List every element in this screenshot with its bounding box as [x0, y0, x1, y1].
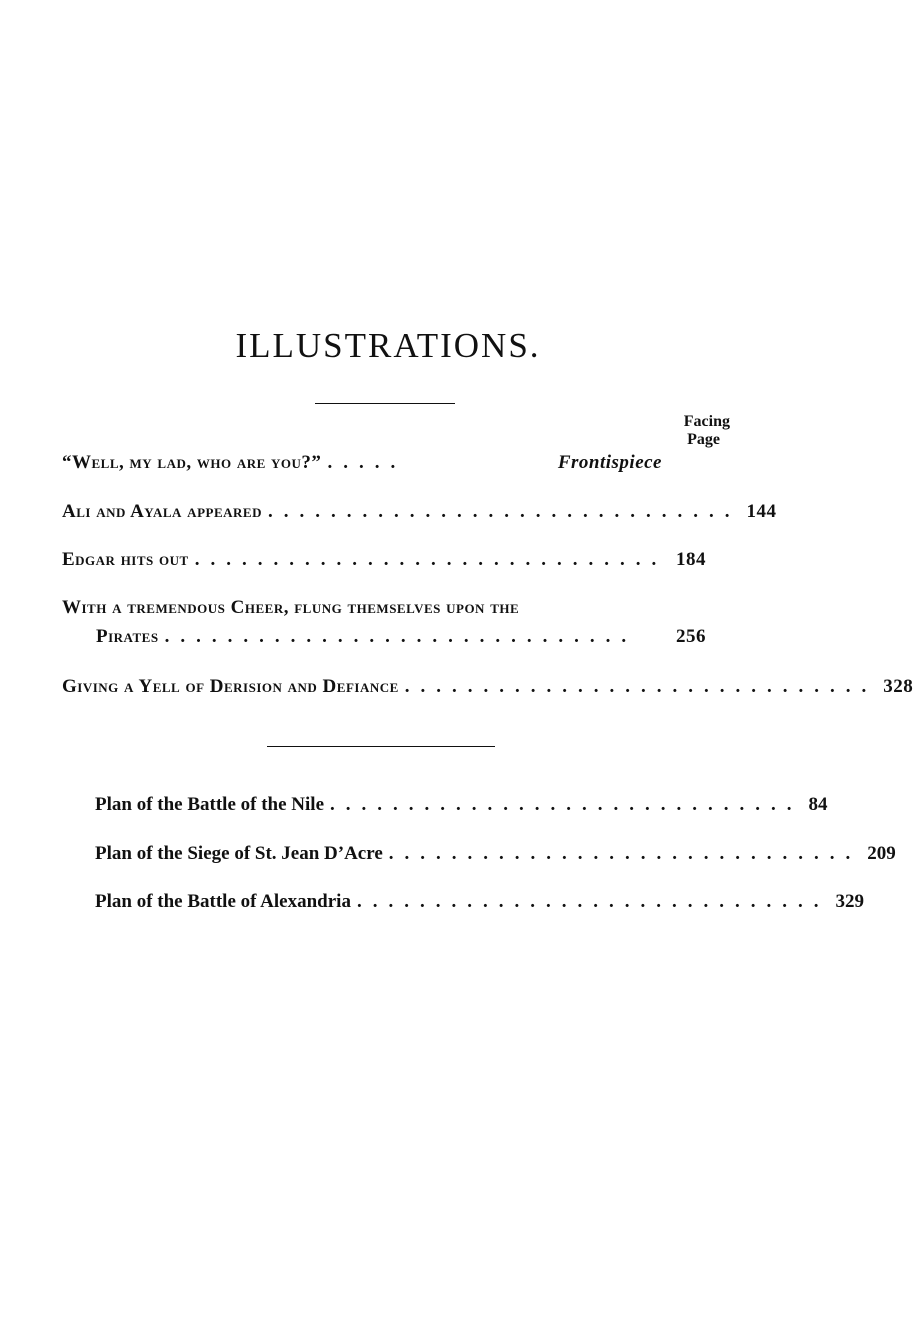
entry-title-line2: Pirates: [96, 626, 159, 647]
dot-leader: ..............................: [194, 549, 668, 570]
page-label: Page: [687, 431, 720, 448]
facing-page-header: [660, 413, 730, 449]
entry-page: 144: [746, 501, 777, 522]
entry-page: 184: [676, 549, 706, 570]
list-item: [95, 790, 828, 819]
list-item: [62, 448, 706, 477]
list-item: [95, 887, 864, 916]
list-item: [62, 497, 777, 526]
dot-leader: ..............................: [388, 843, 862, 864]
dot-leader: ..............................: [356, 891, 830, 912]
title-divider: [315, 403, 455, 404]
list-item: [62, 672, 913, 701]
dot-leader: ..............................: [164, 626, 638, 647]
section-divider: [267, 746, 495, 747]
entry-title-line1: With a tremendous Cheer, flung themselves upon the: [62, 597, 520, 618]
entry-title: Giving a Yell of Derision and Defiance: [62, 676, 399, 697]
entry-title: Plan of the Battle of Alexandria: [95, 891, 351, 912]
list-item: [95, 839, 896, 868]
entry-page: 329: [835, 891, 864, 912]
entry-title: “Well, my lad, who are you?”: [62, 452, 322, 473]
entry-page: Frontispiece: [557, 452, 662, 473]
dot-leader: ..............................: [330, 794, 803, 815]
entry-title: Plan of the Siege of St. Jean D’Acre: [95, 843, 383, 864]
entry-page: 328: [883, 676, 913, 697]
entry-page: 256: [676, 626, 706, 647]
list-item: [62, 593, 706, 651]
entry-title: Ali and Ayala appeared: [62, 501, 262, 522]
list-item: [62, 545, 706, 574]
dot-leader: ..............................: [404, 676, 878, 697]
page-title: ILLUSTRATIONS.: [235, 326, 541, 365]
dot-leader: .....: [327, 452, 407, 473]
entry-page: 209: [867, 843, 896, 864]
facing-label: Facing: [683, 413, 730, 430]
entry-title: Plan of the Battle of the Nile: [95, 794, 325, 815]
dot-leader: ..............................: [267, 501, 741, 522]
entry-page: 84: [808, 794, 828, 815]
entry-title: Edgar hits out: [62, 549, 189, 570]
